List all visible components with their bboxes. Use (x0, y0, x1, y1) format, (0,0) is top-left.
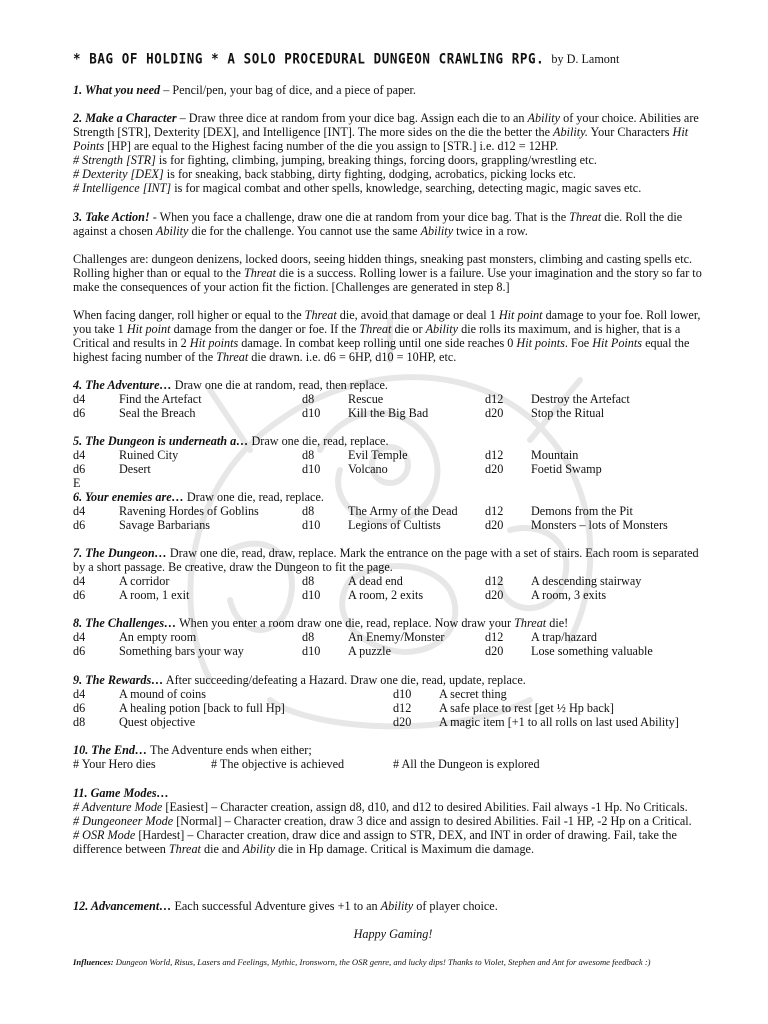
die-label: d12 (485, 392, 504, 406)
die-label: d6 (73, 588, 86, 602)
end-condition: # All the Dungeon is explored (393, 757, 540, 771)
die-label: d4 (73, 448, 86, 462)
die-label: d20 (485, 462, 504, 476)
mode-osr-text: die in Hp damage. Critical is Maximum die damage. (275, 842, 534, 856)
section-text: - When you face a challenge, draw one die at random from your dice bag. That is the (149, 210, 570, 224)
table-cell: A trap/hazard (531, 630, 597, 644)
die-label: d20 (485, 588, 504, 602)
ability-strength-text: is for fighting, climbing, jumping, breaking things, forcing doors, grappling/wrestling etc. (155, 153, 597, 167)
term-hit-points: Hit points (516, 336, 565, 350)
die-label: d12 (485, 448, 504, 462)
table-cell: A corridor (119, 574, 170, 588)
term-hit-points: Hit Points (73, 125, 689, 153)
paragraph-text: die rolls its maximum, and is higher, that is a Critical and results in 2 (73, 322, 681, 350)
document-header (73, 52, 713, 66)
table-cell: A puzzle (348, 644, 391, 658)
section-heading: 8. The Challenges… (73, 616, 177, 630)
happy-gaming-signoff: Happy Gaming! (353, 927, 433, 941)
table-cell: The Army of the Dead (348, 504, 458, 518)
paragraph-text: die or (391, 322, 426, 336)
section-text: – Draw three dice at random from your dice bag. Assign each die to an (176, 111, 528, 125)
paragraph-text: damage. In combat keep rolling until one side reaches 0 (238, 336, 517, 350)
term-threat: Threat (168, 842, 201, 856)
section-heading: 12. Advancement… (73, 899, 172, 913)
table-cell: Foetid Swamp (531, 462, 602, 476)
section-text: die for the challenge. You cannot use the same (188, 224, 421, 238)
term-threat: Threat (569, 210, 602, 224)
mode-adventure-text: [Easiest] – Character creation, assign d8, d10, and d12 to desired Abilities. Fail always -1 Hp. No Criticals. (162, 800, 688, 814)
die-label: d6 (73, 462, 86, 476)
table-row (73, 574, 713, 588)
ability-dexterity-text: is for sneaking, back stabbing, dirty fighting, dodging, acrobatics, picking locks etc. (163, 167, 576, 181)
table-cell: Lose something valuable (531, 644, 653, 658)
section-adventure (73, 378, 713, 420)
table-cell: A room, 3 exits (531, 588, 607, 602)
die-label: d6 (73, 406, 86, 420)
die-label: d4 (73, 687, 86, 701)
table-cell: Seal the Breach (119, 406, 196, 420)
section-text: Your Characters (587, 125, 673, 139)
die-label: d4 (73, 574, 86, 588)
die-label: d10 (393, 687, 412, 701)
die-label: d8 (302, 504, 315, 518)
section-text: – Pencil/pen, your bag of dice, and a piece of paper. (160, 83, 416, 97)
table-cell: A descending stairway (531, 574, 642, 588)
paragraph-text: When facing danger, roll higher or equal to the (73, 308, 305, 322)
table-cell: Legions of Cultists (348, 518, 441, 532)
term-ability: Ability (527, 111, 561, 125)
table-row (73, 504, 713, 518)
die-label: d8 (302, 630, 315, 644)
term-hit-point: Hit point (126, 322, 171, 336)
die-label: d6 (73, 518, 86, 532)
mode-dungeoneer-label: # Dungeoneer Mode (73, 814, 174, 828)
die-label: d20 (485, 644, 504, 658)
section-heading: 4. The Adventure… (73, 378, 172, 392)
table-cell: An Enemy/Monster (348, 630, 445, 644)
author-credit: by D. Lamont (551, 52, 620, 66)
table-row (73, 406, 713, 420)
table-cell: An empty room (119, 630, 197, 644)
term-ability: Ability (420, 224, 454, 238)
ability-strength-label: # Strength [STR] (73, 153, 156, 167)
section-enemies (73, 490, 713, 532)
table-cell: A dead end (348, 574, 403, 588)
table-cell: A magic item [+1 to all rolls on last used Ability] (439, 715, 679, 729)
section-heading: 5. The Dungeon is underneath a… (73, 434, 249, 448)
table-row (73, 588, 713, 602)
influences-label: Influences: (73, 957, 114, 967)
mode-dungeoneer-text: [Normal] – Character creation, draw 3 dice and assign to desired Abilities. Fail -1 HP, -2 Hp on a Critical. (173, 814, 692, 828)
section-heading: 6. Your enemies are… (73, 490, 184, 504)
die-label: d4 (73, 504, 86, 518)
section-text: After succeeding/defeating a Hazard. Draw one die, read, update, replace. (163, 673, 526, 687)
section-text: Each successful Adventure gives +1 to an (171, 899, 381, 913)
term-hit-point: Hit point (498, 308, 543, 322)
term-threat: Threat (514, 616, 547, 630)
table-cell: A healing potion [back to full Hp] (119, 701, 285, 715)
ability-intelligence-text: is for magical combat and other spells, knowledge, searching, detecting magic, magic saves etc. (171, 181, 642, 195)
die-label: d20 (485, 518, 504, 532)
table-cell: Savage Barbarians (119, 518, 211, 532)
section-the-end (73, 743, 713, 771)
section-text: When you enter a room draw one die, read, replace. Now draw your (176, 616, 515, 630)
section-text: twice in a row. (453, 224, 528, 238)
section-text: Draw one die, read, replace. (183, 490, 324, 504)
section-text: die. Roll the die against a chosen (73, 210, 683, 238)
end-condition: # The objective is achieved (211, 757, 345, 771)
table-cell: A secret thing (439, 687, 507, 701)
paragraph-text: die, avoid that damage or deal 1 (336, 308, 499, 322)
document-title: * BAG OF HOLDING * A SOLO PROCEDURAL DUNGEON CRAWLING RPG. (73, 50, 545, 67)
term-ability: Ability. (553, 125, 588, 139)
section-rewards (73, 673, 713, 729)
die-label: d12 (485, 630, 504, 644)
paragraph-text: die is a success. Rolling lower is a failure. Use your imagination and the story so far to make the consequences of your action fit the fiction. [Challenges are generated in step 8.] (73, 266, 702, 294)
die-label: d8 (302, 448, 315, 462)
section-take-action (73, 210, 713, 238)
table-cell: A safe place to rest [get ½ Hp back] (439, 701, 614, 715)
table-cell: Mountain (531, 448, 579, 462)
term-hit-points: Hit points (189, 336, 239, 350)
paragraph-text: damage from the danger or foe. If the (170, 322, 360, 336)
die-label: d12 (485, 574, 504, 588)
die-label: d10 (302, 588, 321, 602)
end-conditions-row (73, 757, 713, 771)
section-heading: 3. Take Action! (73, 210, 150, 224)
die-label: d10 (302, 462, 321, 476)
influences-credits (73, 955, 713, 969)
end-condition: # Your Hero dies (73, 757, 156, 771)
table-row (73, 687, 713, 701)
term-hit-points: Hit Points (592, 336, 643, 350)
section-heading: 2. Make a Character (73, 111, 177, 125)
table-cell: Rescue (348, 392, 384, 406)
section-challenges (73, 616, 713, 658)
paragraph-text: . Foe (564, 336, 593, 350)
die-label: d8 (302, 392, 315, 406)
table-row (73, 644, 713, 658)
paragraph-text: equal the highest facing number of the (73, 336, 690, 364)
term-ability: Ability (242, 842, 276, 856)
mode-osr-label: # OSR Mode (73, 828, 136, 842)
section-game-modes (73, 786, 713, 856)
table-row (73, 448, 713, 462)
paragraph-text: damage to your foe. Roll lower, you take 1 (73, 308, 701, 336)
table-row (73, 701, 713, 715)
ability-dexterity-label: # Dexterity [DEX] (73, 167, 164, 181)
table-cell: Kill the Big Bad (348, 406, 429, 420)
table-cell: Monsters – lots of Monsters (531, 518, 668, 532)
table-row (73, 392, 713, 406)
section-text: The Adventure ends when either; (147, 743, 312, 757)
die-label: d6 (73, 701, 86, 715)
table-cell: A mound of coins (119, 687, 207, 701)
section-heading: 10. The End… (73, 743, 148, 757)
mode-adventure-label: # Adventure Mode (73, 800, 163, 814)
section-what-you-need (73, 83, 713, 97)
die-label: d12 (393, 701, 412, 715)
table-cell: Desert (119, 462, 151, 476)
section-heading: 1. What you need (73, 83, 161, 97)
table-cell: Volcano (348, 462, 388, 476)
die-label: d20 (393, 715, 412, 729)
table-cell: Ravening Hordes of Goblins (119, 504, 259, 518)
mode-osr-text: [Hardest] – Character creation, draw dice and assign to STR, DEX, and INT in order of drawing. Fail, take the difference between (73, 828, 677, 856)
table-cell: Ruined City (119, 448, 179, 462)
die-label: d6 (73, 644, 86, 658)
mode-osr-text: die and (200, 842, 243, 856)
term-ability: Ability (155, 224, 189, 238)
die-label: d4 (73, 630, 86, 644)
table-row (73, 462, 713, 476)
table-cell: Evil Temple (348, 448, 408, 462)
term-threat: Threat (304, 308, 337, 322)
table-cell: Demons from the Pit (531, 504, 633, 518)
table-row (73, 630, 713, 644)
term-ability: Ability (425, 322, 459, 336)
table-cell: Destroy the Artefact (531, 392, 630, 406)
section-advancement (73, 899, 713, 913)
table-cell: Something bars your way (119, 644, 244, 658)
die-label: d10 (302, 406, 321, 420)
challenges-paragraph (73, 252, 713, 294)
term-ability: Ability (380, 899, 414, 913)
table-cell: A room, 2 exits (348, 588, 424, 602)
section-text: Draw one die, read, draw, replace. Mark the entrance on the page with a set of stairs. Each room is separated by a short passage. Be creative, draw the Dungeon to fit the page. (73, 546, 699, 574)
die-label: d10 (302, 518, 321, 532)
table-cell: Find the Artefact (119, 392, 202, 406)
die-label: d4 (73, 392, 86, 406)
table-cell: Quest objective (119, 715, 196, 729)
section-heading: 9. The Rewards… (73, 673, 164, 687)
section-text: [HP] are equal to the Highest facing number of the die you assign to [STR.] i.e. d12 = 12HP. (104, 139, 559, 153)
paragraph-text: Challenges are: dungeon denizens, locked doors, seeing hidden things, sneaking past monsters, climbing and casting spells etc. Rolling higher than or equal to the (73, 252, 693, 280)
section-text: of your choice. Abilities are Strength [STR], Dexterity [DEX], and Intelligence [INT]. The more sides on the die the better the (73, 111, 699, 139)
term-threat: Threat (243, 266, 276, 280)
die-label: d20 (485, 406, 504, 420)
section-make-character (73, 111, 713, 195)
danger-paragraph (73, 308, 713, 364)
table-cell: A room, 1 exit (119, 588, 190, 602)
section-text: Draw one die at random, read, then replace. (171, 378, 388, 392)
section-dungeon-rooms (73, 546, 713, 602)
section-dungeon-location (73, 434, 713, 490)
table-row (73, 715, 713, 729)
section-heading: 11. Game Modes… (73, 786, 169, 800)
section-heading: 7. The Dungeon… (73, 546, 167, 560)
term-threat: Threat (216, 350, 249, 364)
term-threat: Threat (359, 322, 392, 336)
die-label: d8 (73, 715, 86, 729)
paragraph-text: die drawn. i.e. d6 = 6HP, d10 = 10HP, etc. (248, 350, 457, 364)
table-cell: Stop the Ritual (531, 406, 605, 420)
die-label: d12 (485, 504, 504, 518)
die-label: d10 (302, 644, 321, 658)
section-text: of player choice. (413, 899, 498, 913)
table-row (73, 518, 713, 532)
section-text: Draw one die, read, replace. (248, 434, 389, 448)
die-label: d8 (302, 574, 315, 588)
stray-character: E (73, 476, 81, 490)
influences-text: Dungeon World, Risus, Lasers and Feelings, Mythic, Ironsworn, the OSR genre, and lucky dips! Thanks to Violet, Stephen and Ant for awesome feedback :) (113, 957, 651, 967)
section-text: die! (546, 616, 569, 630)
ability-intelligence-label: # Intelligence [INT] (73, 181, 172, 195)
